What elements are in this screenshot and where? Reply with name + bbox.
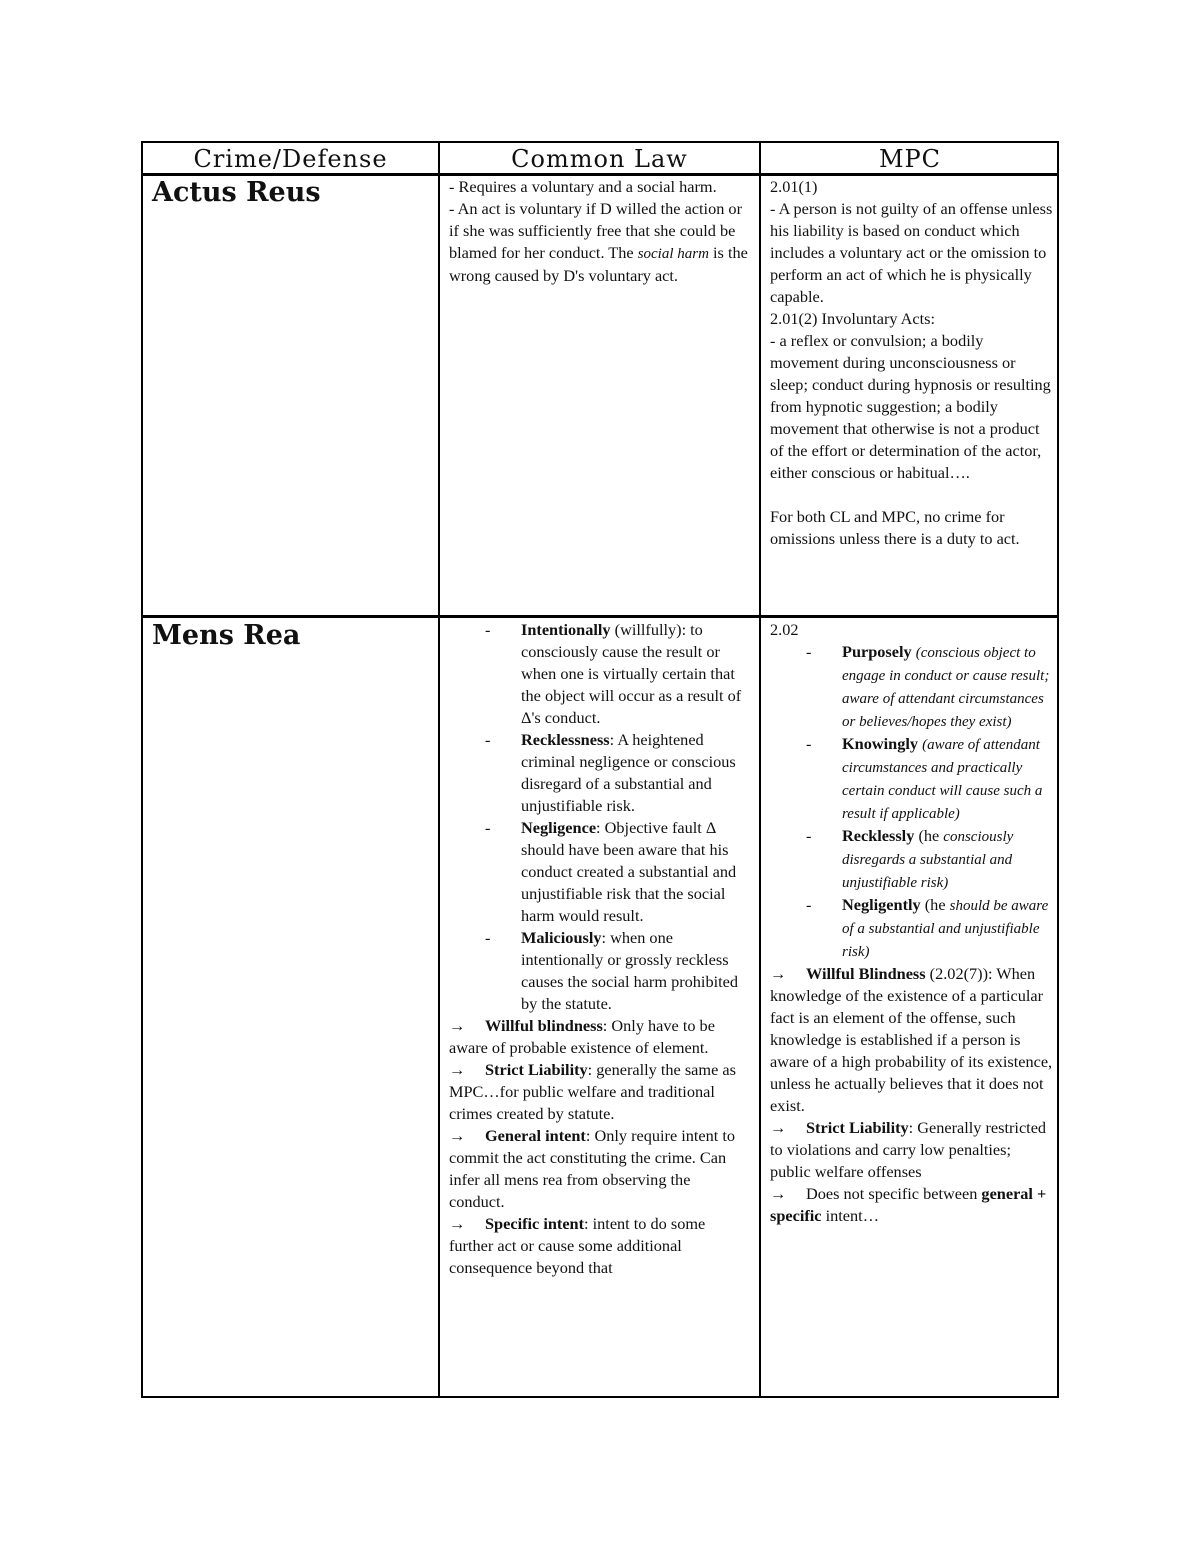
cl-strict-liability-term: Strict Liability — [485, 1060, 588, 1079]
actus-cl-text-end: is the wrong caused by D's voluntary act. — [449, 243, 748, 285]
mpc-actus-para-2: - a reflex or convulsion; a bodily movement during unconsciousness or sleep; conduct during hypnosis or resulting from hypnotic suggestion; a bodily movement that otherwise is not a product of the effort or determination of the actor, either conscious or habitual…. — [770, 331, 1051, 482]
arrow-icon: → — [770, 1184, 787, 1203]
cl-recklessness-def: : A heightened criminal negligence or conscious disregard of a substantial and unjustifiable risk. — [521, 730, 736, 815]
cl-willful-blindness-def: : Only have to be aware of probable existence of element. — [449, 1016, 715, 1057]
bullet-dash: - — [485, 818, 491, 837]
bullet-dash: - — [485, 928, 491, 947]
actus-cl-social-harm: social harm — [637, 246, 709, 262]
header-common-law: Common Law — [511, 145, 688, 173]
cl-recklessness-item — [449, 729, 749, 817]
mpc-recklessly-pre: (he — [918, 826, 944, 845]
cl-strict-liability — [449, 1059, 749, 1125]
mpc-section-2-02: 2.02 — [770, 620, 799, 639]
cl-general-intent — [449, 1125, 749, 1213]
bullet-dash: - — [485, 620, 491, 639]
mens-rea-common-law — [449, 619, 749, 1399]
arrow-icon: → — [770, 964, 787, 983]
arrow-icon: → — [449, 1126, 466, 1145]
cl-willful-blindness-term: Willful blindness — [485, 1016, 603, 1035]
cl-specific-intent-term: Specific intent — [485, 1214, 585, 1233]
cl-general-intent-term: General intent — [485, 1126, 586, 1145]
cl-maliciously-term: Maliciously — [521, 928, 602, 947]
cl-negligence-item — [449, 817, 749, 927]
cl-intentionally-item — [449, 619, 749, 729]
cl-maliciously-item — [449, 927, 749, 1015]
mpc-purposely-def: (conscious object to engage in conduct or cause result; aware of attendant circumstances or believes/hopes they exist) — [842, 645, 1050, 730]
mpc-actus-para-1: - A person is not guilty of an offense unless his liability is based on conduct which includes a voluntary act or the omission to perform an act of which he is physically capable. — [770, 199, 1053, 306]
mpc-knowingly-item — [770, 733, 1054, 825]
column-divider — [759, 143, 761, 1396]
bullet-dash: - — [806, 895, 812, 914]
mpc-knowingly-term: Knowingly — [842, 734, 919, 753]
cl-recklessness-term: Recklessness — [521, 730, 610, 749]
crime-mens-rea: Mens Rea — [152, 620, 301, 651]
bullet-dash: - — [485, 730, 491, 749]
mpc-section-2-01-2: 2.01(2) Involuntary Acts: — [770, 309, 936, 328]
mens-rea-mpc — [770, 619, 1054, 1227]
mpc-general-specific — [770, 1183, 1054, 1227]
header-crime-defense: Crime/Defense — [193, 145, 388, 173]
header-mpc: MPC — [878, 145, 942, 173]
mpc-willful-blindness — [770, 963, 1054, 1117]
row-divider — [143, 615, 1057, 618]
actus-reus-mpc — [770, 176, 1054, 550]
actus-cl-line-2 — [449, 198, 749, 287]
mpc-knowingly-def: (aware of attendant circumstances and practically certain conduct will cause such a result if applicable) — [842, 737, 1043, 822]
bullet-dash: - — [806, 826, 812, 845]
mpc-negligently-pre: (he — [924, 895, 950, 914]
bullet-dash: - — [806, 642, 812, 661]
arrow-icon: → — [770, 1118, 787, 1137]
mpc-purposely-term: Purposely — [842, 642, 912, 661]
mpc-strict-liability-def: : Generally restricted to violations and carry low penalties; public welfare offenses — [770, 1118, 1047, 1181]
crime-actus-reus: Actus Reus — [152, 177, 321, 208]
mpc-recklessly-term: Recklessly — [842, 826, 915, 845]
mpc-purposely-item — [770, 641, 1054, 733]
mpc-strict-liability — [770, 1117, 1054, 1183]
mpc-general-specific-term: general + specific — [770, 1184, 1047, 1225]
mpc-section-2-01-1: 2.01(1) — [770, 177, 818, 196]
cl-negligence-term: Negligence — [521, 818, 597, 837]
cl-willful-blindness — [449, 1015, 749, 1059]
mpc-negligently-def: should be aware of a substantial and unjustifiable risk) — [842, 898, 1049, 960]
column-divider — [438, 143, 440, 1396]
mpc-general-specific-text: Does not specific between — [806, 1184, 982, 1203]
actus-cl-text: - An act is voluntary if D willed the action or if she was sufficiently free that she could be blamed for her conduct. The — [449, 199, 742, 262]
arrow-icon: → — [449, 1060, 466, 1079]
cl-maliciously-def: : when one intentionally or grossly reckless causes the social harm prohibited by the statute. — [521, 928, 739, 1013]
mpc-general-specific-tail: intent… — [821, 1206, 879, 1225]
mpc-negligently-item — [770, 894, 1054, 963]
crime-defense-table — [141, 141, 1059, 1398]
cl-negligence-def: : Objective fault Δ should have been aware that his conduct created a substantial and unjustifiable risk that the social harm would result. — [521, 818, 737, 925]
cl-intentionally-def: (willfully): to consciously cause the result or when one is virtually certain that the object will occur as a result of Δ's conduct. — [521, 620, 742, 727]
mpc-recklessly-def: consciously disregards a substantial and unjustifiable risk) — [842, 829, 1014, 891]
cl-general-intent-def: : Only require intent to commit the act constituting the crime. Can infer all mens rea from observing the conduct. — [449, 1126, 736, 1211]
cl-intentionally-term: Intentionally — [521, 620, 611, 639]
arrow-icon: → — [449, 1214, 466, 1233]
mpc-willful-blindness-def: (2.02(7)): When knowledge of the existence of a particular fact is an element of the offense, such knowledge is established if a person is aware of a high probability of its existence, unless he actually believes that it does not exist. — [770, 964, 1053, 1115]
cl-strict-liability-def: : generally the same as MPC…for public welfare and traditional crimes created by statute. — [449, 1060, 736, 1123]
arrow-icon: → — [449, 1016, 466, 1035]
mpc-strict-liability-term: Strict Liability — [806, 1118, 909, 1137]
mpc-recklessly-item — [770, 825, 1054, 894]
actus-cl-line-1: - Requires a voluntary and a social harm. — [449, 177, 717, 196]
bullet-dash: - — [806, 734, 812, 753]
actus-reus-common-law — [449, 176, 749, 287]
cl-specific-intent-def: : intent to do some further act or cause some additional consequence beyond that — [449, 1214, 706, 1277]
mpc-actus-para-3: For both CL and MPC, no crime for omissions unless there is a duty to act. — [770, 507, 1020, 548]
cl-specific-intent — [449, 1213, 749, 1279]
mpc-negligently-term: Negligently — [842, 895, 921, 914]
mpc-willful-blindness-term: Willful Blindness — [806, 964, 926, 983]
